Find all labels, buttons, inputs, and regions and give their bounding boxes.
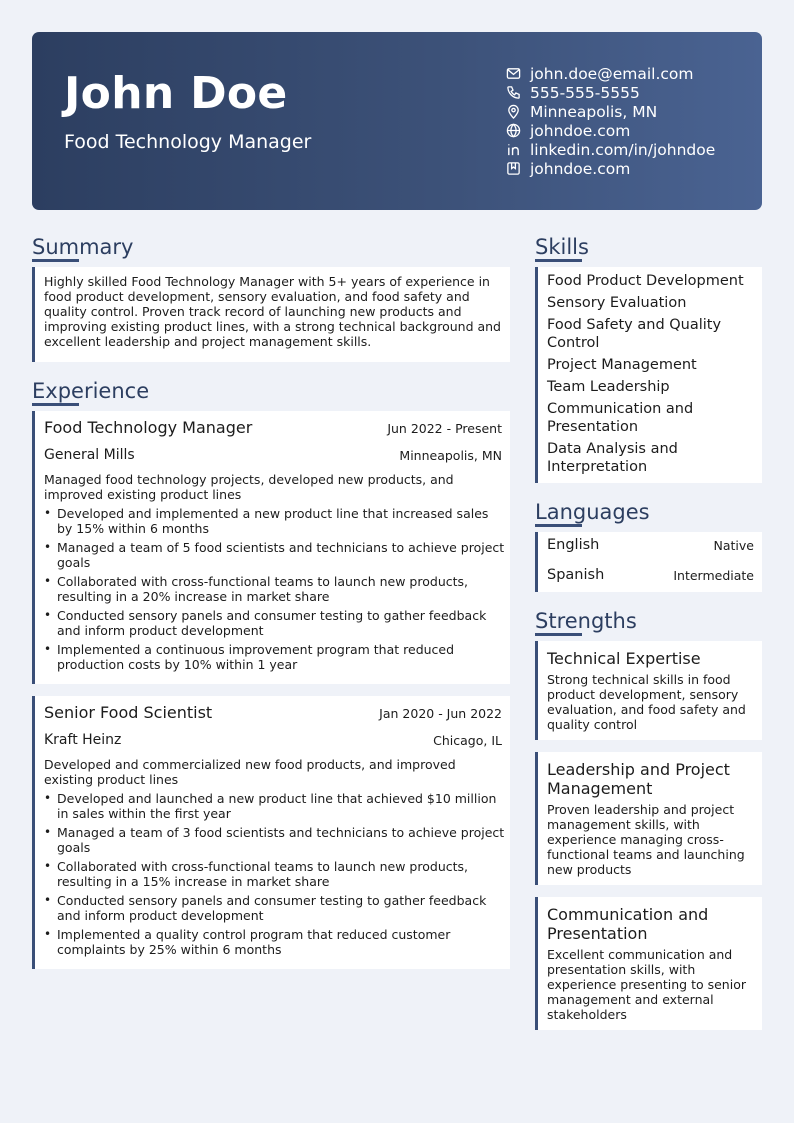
experience-heading-rule <box>32 403 79 406</box>
job-bullet: • Developed and launched a new product line that achieved $10 million in sales within the first year <box>44 791 506 821</box>
contact-location <box>506 102 715 121</box>
job-title: Food Technology Manager <box>44 418 253 437</box>
job-bullet: • Developed and implemented a new product line that increased sales by 15% within 6 months <box>44 506 506 536</box>
languages-heading: Languages <box>535 500 650 524</box>
language-level: Intermediate <box>673 568 754 583</box>
contact-portfolio[interactable] <box>506 159 715 178</box>
skill-item: Project Management <box>547 357 697 373</box>
strengths-heading: Strengths <box>535 609 637 633</box>
strength-card <box>535 752 762 885</box>
summary-heading-rule <box>32 259 79 262</box>
job-bullet: • Collaborated with cross-functional teams to launch new products, resulting in a 20% increase in market share <box>44 574 506 604</box>
strength-description: Strong technical skills in food product development, sensory evaluation, and food safety and quality control <box>547 672 746 732</box>
skills-heading: Skills <box>535 235 589 259</box>
candidate-title: Food Technology Manager <box>64 131 312 153</box>
skills-card <box>535 267 762 483</box>
job-bullet: • Collaborated with cross-functional teams to launch new products, resulting in a 15% increase in market share <box>44 859 506 889</box>
job-location: Minneapolis, MN <box>399 448 502 463</box>
job-description: Managed food technology projects, developed new products, and improved existing product lines <box>44 472 454 502</box>
job-company: Kraft Heinz <box>44 732 122 748</box>
mail-icon <box>506 66 521 81</box>
job-bullet-list <box>44 506 506 676</box>
job-title: Senior Food Scientist <box>44 703 213 722</box>
contact-website-text: johndoe.com <box>530 121 631 140</box>
contact-linkedin-text: linkedin.com/in/johndoe <box>530 140 716 159</box>
skill-item: Food Safety and Quality Control <box>547 317 722 351</box>
job-description: Developed and commercialized new food products, and improved existing product lines <box>44 757 456 787</box>
job-company: General Mills <box>44 447 135 463</box>
phone-icon <box>506 85 521 100</box>
skill-item: Food Product Development <box>547 273 744 289</box>
contact-email[interactable] <box>506 64 715 83</box>
contact-location-text: Minneapolis, MN <box>530 102 658 121</box>
languages-heading-rule <box>535 524 582 527</box>
strength-card <box>535 897 762 1030</box>
summary-heading: Summary <box>32 235 134 259</box>
job-bullet: • Conducted sensory panels and consumer testing to gather feedback and inform product development <box>44 893 506 923</box>
skills-list <box>547 272 757 480</box>
language-name: English <box>547 537 600 553</box>
contact-phone[interactable] <box>506 83 715 102</box>
bookmark-icon <box>506 161 521 176</box>
job-location: Chicago, IL <box>433 733 502 748</box>
candidate-name: John Doe <box>64 68 288 119</box>
skill-item: Data Analysis and Interpretation <box>547 441 678 475</box>
location-pin-icon <box>506 104 521 119</box>
globe-icon <box>506 123 521 138</box>
job-card <box>32 411 510 684</box>
job-bullet: • Conducted sensory panels and consumer testing to gather feedback and inform product development <box>44 608 506 638</box>
job-card <box>32 696 510 969</box>
language-name: Spanish <box>547 567 605 583</box>
job-dates: Jan 2020 - Jun 2022 <box>379 706 502 721</box>
contact-list <box>506 64 715 178</box>
contact-email-text: john.doe@email.com <box>530 64 694 83</box>
contact-portfolio-text: johndoe.com <box>530 159 631 178</box>
job-bullet: • Managed a team of 5 food scientists and technicians to achieve project goals <box>44 540 506 570</box>
contact-phone-text: 555-555-5555 <box>530 83 640 102</box>
job-bullet: • Implemented a quality control program that reduced customer complaints by 25% within 6 months <box>44 927 506 957</box>
job-bullet: • Implemented a continuous improvement program that reduced production costs by 10% within 1 year <box>44 642 506 672</box>
job-dates: Jun 2022 - Present <box>387 421 502 436</box>
summary-card <box>32 267 510 362</box>
summary-text: Highly skilled Food Technology Manager with 5+ years of experience in food product development, sensory evaluation, and food safety and quality control. Proven track record of launching new products and improving existing product lines, with a strong technical background and excellent leadership and project management skills. <box>44 274 501 349</box>
strength-title: Technical Expertise <box>547 649 701 668</box>
skill-item: Team Leadership <box>547 379 670 395</box>
skills-heading-rule <box>535 259 582 262</box>
experience-heading: Experience <box>32 379 150 403</box>
strength-title: Communication and Presentation <box>547 905 709 943</box>
contact-linkedin[interactable] <box>506 140 715 159</box>
contact-website[interactable] <box>506 121 715 140</box>
linkedin-icon <box>506 142 521 157</box>
language-level: Native <box>713 538 754 553</box>
skill-item: Sensory Evaluation <box>547 295 687 311</box>
job-bullet: • Managed a team of 3 food scientists and technicians to achieve project goals <box>44 825 506 855</box>
resume-header <box>32 32 762 210</box>
skill-item: Communication and Presentation <box>547 401 694 435</box>
job-bullet-list <box>44 791 506 961</box>
languages-card <box>535 532 762 592</box>
strength-title: Leadership and Project Management <box>547 760 730 798</box>
strength-description: Excellent communication and presentation skills, with experience presenting to senior management and external stakeholders <box>547 947 746 1022</box>
strength-description: Proven leadership and project management skills, with experience managing cross-functional teams and launching new products <box>547 802 745 877</box>
strength-card <box>535 641 762 740</box>
strengths-heading-rule <box>535 633 582 636</box>
